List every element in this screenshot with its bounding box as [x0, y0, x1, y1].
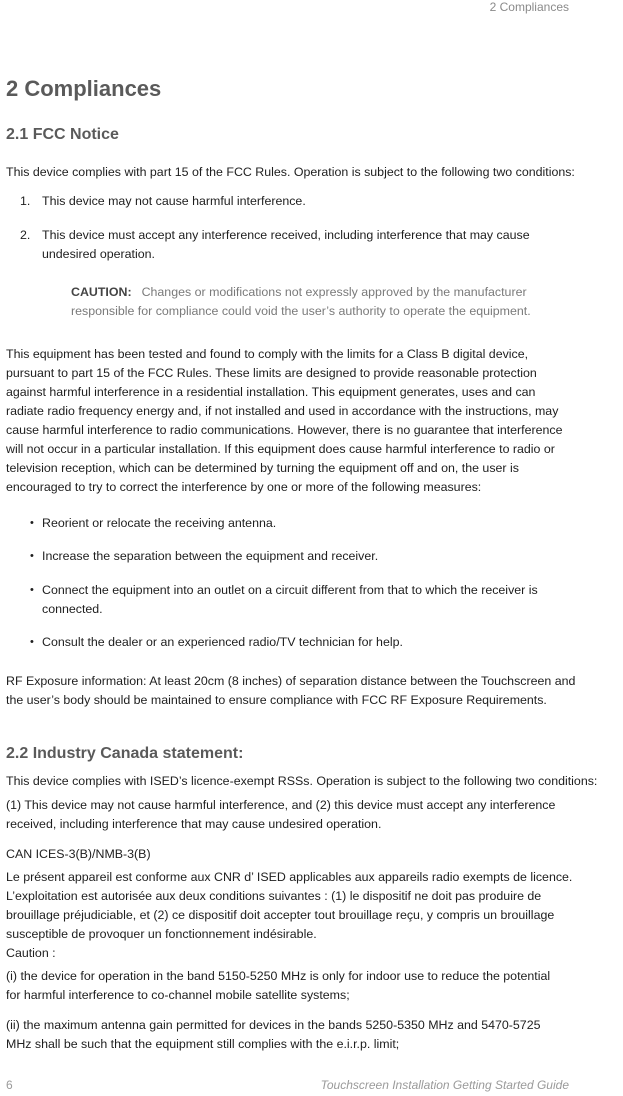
- chapter-title: 2 Compliances: [6, 76, 162, 101]
- caution-item-ii: (ii) the maximum antenna gain permitted for devices in the bands 5250-5350 MHz and 5470-5725 MHz shall be such that the equipment still complies with the e.i.r.p. limit;: [6, 1018, 541, 1051]
- fcc-condition-1: [6, 192, 602, 211]
- condition-number: 2.: [20, 228, 31, 242]
- canada-intro: This device complies with ISED’s licence-exempt RSSs. Operation is subject to the following two conditions:: [6, 774, 598, 788]
- list-item: • Consult the dealer or an experienced radio/TV technician for help.: [6, 633, 562, 652]
- caution-item-i: (i) the device for operation in the band 5150-5250 MHz is only for indoor use to reduce the potential for harmful interference to co-channel mobile satellite systems;: [6, 969, 551, 1002]
- ices-statement: CAN ICES-3(B)/NMB-3(B): [6, 847, 151, 861]
- guide-title: Touchscreen Installation Getting Started Guide: [320, 1078, 569, 1092]
- fcc-condition-2: [6, 226, 552, 264]
- french-statement: Le présent appareil est conforme aux CNR d’ ISED applicables aux appareils radio exempts de licence. L’exploitation est autorisée aux deux conditions suivantes : (1) le dispositif ne doit pas produire de brouillage préjudiciable, et (2) ce dispositif doit accepter tout brouillage reçu, y compris un brouillage susceptible de provoquer un fonctionnement indésirable.: [6, 870, 573, 941]
- fcc-intro: This device complies with part 15 of the FCC Rules. Operation is subject to the following two conditions:: [6, 165, 575, 179]
- canada-conditions: (1) This device may not cause harmful interference, and (2) this device must accept any interference received, including interference that may cause undesired operation.: [6, 798, 556, 831]
- list-item: • Reorient or relocate the receiving antenna.: [6, 514, 562, 533]
- fcc-heading: 2.1 FCC Notice: [6, 126, 119, 143]
- list-item: • Increase the separation between the equipment and receiver.: [6, 547, 562, 566]
- bullet-icon: •: [30, 517, 34, 529]
- running-header: 2 Compliances: [489, 0, 569, 14]
- fcc-class-b-paragraph: This equipment has been tested and found to comply with the limits for a Class B digital device, pursuant to part 15 of the FCC Rules. These limits are designed to provide reasonable protection against harmful interference in a residential installation. This equipment generates, uses and can radiate radio frequency energy and, if not installed and used in accordance with the instructions, may cause harmful interference to radio communications. However, there is no guarantee that interference will not occur in a particular installation. If this equipment does cause harmful interference to radio or television reception, which can be determined by turning the equipment off and on, the user is encouraged to try to correct the interference by one or more of the following measures:: [6, 347, 563, 494]
- condition-text: This device must accept any interference received, including interference that may cause undesired operation.: [42, 228, 530, 261]
- caution-text: Changes or modifications not expressly approved by the manufacturer responsible for compliance could void the user’s authority to operate the equipment.: [71, 285, 531, 318]
- caution-label: CAUTION:: [71, 285, 132, 299]
- condition-text: This device may not cause harmful interference.: [42, 194, 306, 208]
- rf-exposure-info: RF Exposure information: At least 20cm (8 inches) of separation distance between the Touchscreen and the user’s body should be maintained to ensure compliance with FCC RF Exposure Requirements.: [6, 674, 576, 707]
- condition-number: 1.: [20, 194, 31, 208]
- page-number: 6: [6, 1078, 13, 1092]
- fcc-caution: [71, 283, 551, 321]
- canada-caution-label: Caution :: [6, 946, 56, 960]
- bullet-icon: •: [30, 550, 34, 562]
- bullet-icon: •: [30, 636, 34, 648]
- bullet-icon: •: [30, 584, 34, 596]
- list-item: • Connect the equipment into an outlet on a circuit different from that to which the receiver is connected.: [30, 583, 538, 616]
- canada-heading: 2.2 Industry Canada statement:: [6, 745, 244, 762]
